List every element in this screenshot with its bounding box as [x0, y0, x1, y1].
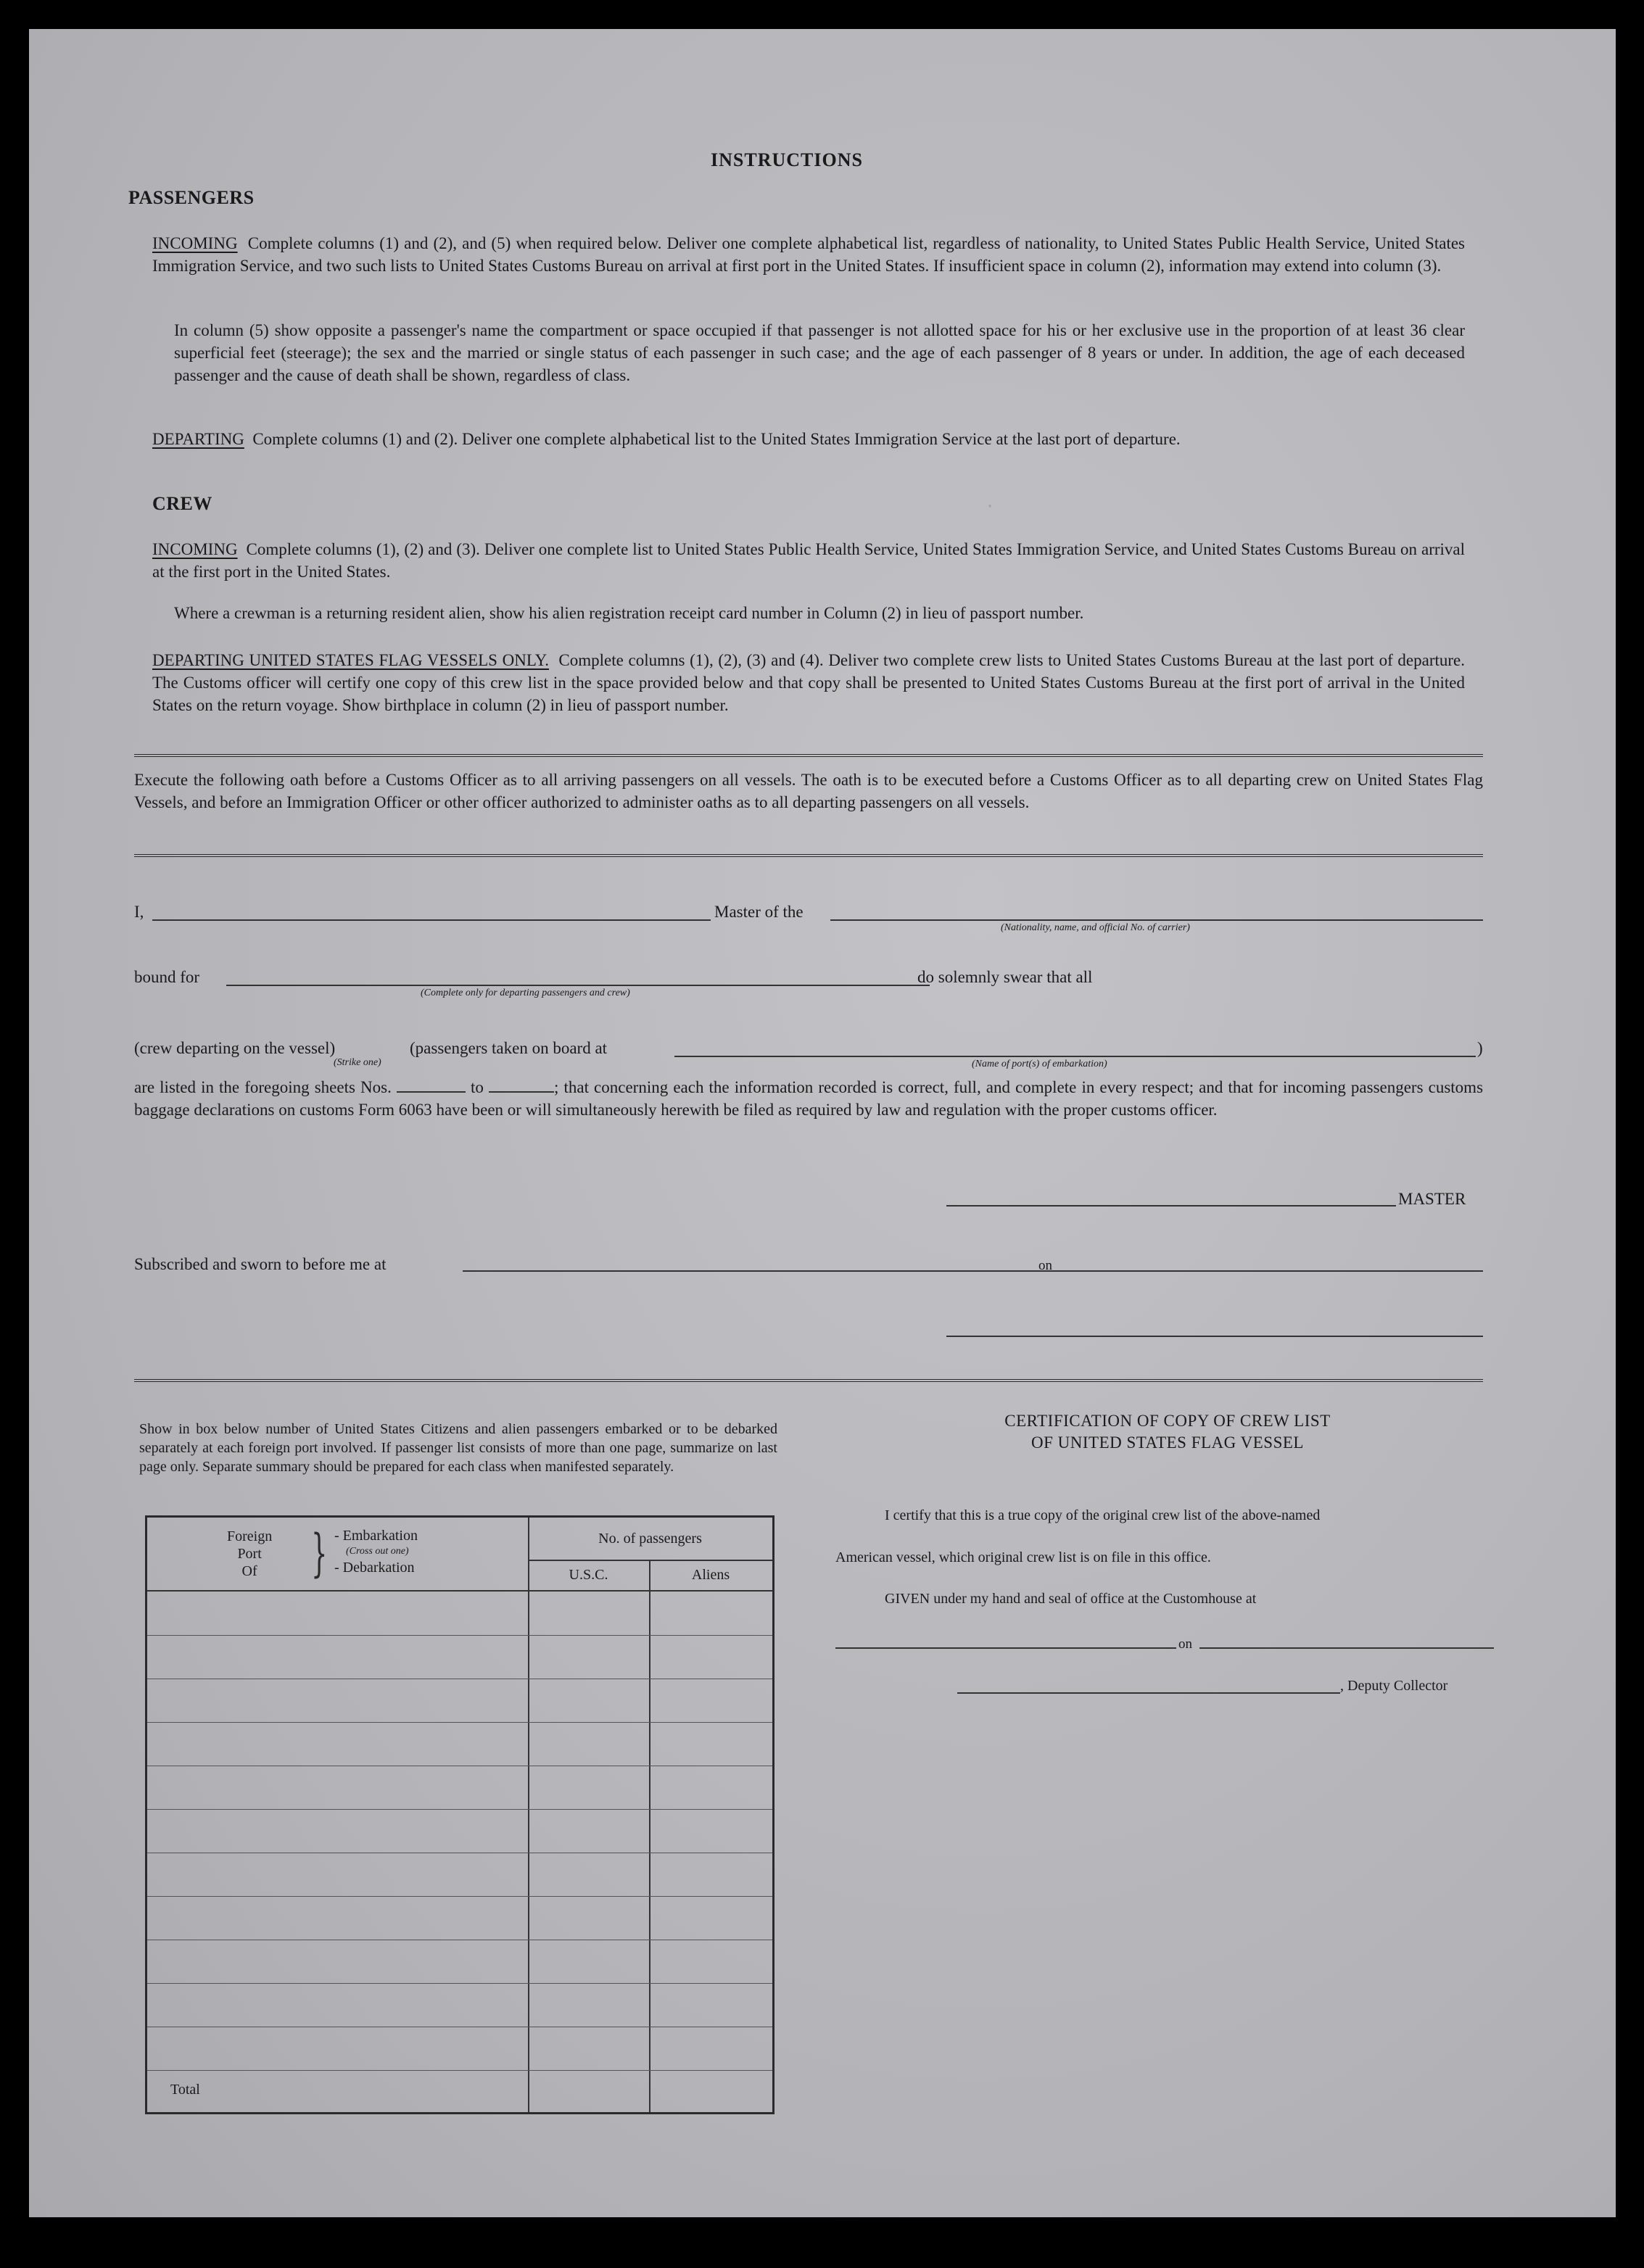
oath-swear-text: do solemnly swear that all: [917, 968, 1093, 986]
passengers-heading: PASSENGERS: [128, 187, 255, 208]
total-label: Total: [170, 2082, 200, 2098]
of-label: Of: [241, 1563, 257, 1579]
oath-listed-to: to: [471, 1078, 484, 1096]
sheet-from-field[interactable]: [397, 1091, 466, 1093]
divider-2: [134, 854, 1483, 859]
oath-bound-for-label: bound for: [134, 968, 200, 986]
oath-i-label: I,: [134, 903, 144, 921]
certification-line-2: American vessel, which original crew list is on file in this office.: [835, 1549, 1211, 1565]
certification-title-line-2: OF UNITED STATES FLAG VESSEL: [1031, 1433, 1304, 1452]
master-signature-field[interactable]: [946, 1205, 1396, 1207]
passengers-departing-text: Complete columns (1) and (2). Deliver one complete alphabetical list to the United States Immigration Service at the last port of departure.: [252, 430, 1181, 448]
table-row[interactable]: [147, 1679, 772, 1723]
passengers-column5-text: In column (5) show opposite a passenger's name the compartment or space occupied if that passenger is not allotted space for his or her exclusive use in the proportion of at least 36 clear superficial feet (steerage); the sex and the married or single status of each passenger in such case; and the age of each passenger of 8 years or under. In addition, the age of each deceased passenger and the cause of death shall be shown, regardless of class.: [174, 321, 1465, 384]
table-row[interactable]: [147, 1896, 772, 1940]
carrier-field[interactable]: [830, 919, 1483, 921]
certification-line-1: I certify that this is a true copy of the original crew list of the above-named: [885, 1507, 1321, 1523]
crew-incoming-text: Complete columns (1), (2) and (3). Deliver one complete list to United States Public Health Service, United States Immigration Service, and United States Customs Bureau on arrival at the first port in the United States.: [152, 540, 1466, 581]
bound-for-hint: (Complete only for departing passengers and crew): [421, 988, 630, 998]
usc-header: U.S.C.: [528, 1560, 650, 1592]
embarkation-port-hint: (Name of port(s) of embarkation): [972, 1059, 1107, 1069]
oath-close-paren: ): [1477, 1039, 1483, 1057]
officer-signature-field[interactable]: [946, 1336, 1483, 1337]
certification-title-line-1: CERTIFICATION OF COPY OF CREW LIST: [1004, 1412, 1331, 1430]
passengers-incoming-block: [152, 232, 1465, 277]
embarkation-port-field[interactable]: [674, 1056, 1476, 1057]
brace-icon: }: [311, 1523, 328, 1583]
document-page: [29, 29, 1616, 2217]
master-name-field[interactable]: [152, 919, 711, 921]
foreign-port-of-label: [227, 1528, 272, 1580]
table-row[interactable]: [147, 1809, 772, 1853]
page-title: INSTRUCTIONS: [711, 149, 863, 170]
sworn-place-field[interactable]: [463, 1270, 1065, 1272]
embark-debark-labels: [334, 1528, 418, 1576]
table-row[interactable]: [147, 2027, 772, 2071]
certification-on-label: on: [1178, 1636, 1192, 1652]
customhouse-field[interactable]: [835, 1647, 1176, 1649]
summary-instructions: Show in box below number of United States Citizens and alien passengers embarked or to be debarked separately at each foreign port involved. If passenger list consists of more than one page, summarize on last page only. Separate summary should be prepared for each class when manifested separately.: [139, 1421, 777, 1475]
table-row[interactable]: [147, 1635, 772, 1679]
oath-listed-block: [134, 1076, 1483, 1121]
total-row[interactable]: [147, 2070, 772, 2112]
crew-incoming-label: INCOMING: [152, 540, 238, 558]
certification-date-field[interactable]: [1199, 1647, 1494, 1649]
certification-title: [834, 1410, 1501, 1454]
table-row[interactable]: [147, 1766, 772, 1810]
passengers-departing-label: DEPARTING: [152, 430, 244, 448]
cross-out-hint: (Cross out one): [346, 1546, 409, 1557]
deputy-signature-field[interactable]: [957, 1692, 1340, 1694]
table-header-left: [147, 1518, 529, 1592]
table-row[interactable]: [147, 1983, 772, 2027]
table-row[interactable]: [147, 1940, 772, 1984]
passengers-incoming-label: INCOMING: [152, 234, 238, 252]
deputy-collector-label: , Deputy Collector: [1340, 1678, 1448, 1694]
crew-departing-label: DEPARTING UNITED STATES FLAG VESSELS ONLY.: [152, 651, 549, 669]
passengers-departing-block: [152, 428, 1465, 450]
oath-listed-start: are listed in the foregoing sheets Nos.: [134, 1078, 392, 1096]
crew-departing-block: [152, 649, 1465, 716]
crew-heading: CREW: [152, 493, 212, 514]
port-label: Port: [237, 1546, 262, 1562]
passengers-incoming-text: Complete columns (1) and (2), and (5) when required below. Deliver one complete alphabetical list, regardless of nationality, to United States Public Health Service, United States Immigration Service, and two such lists to United States Customs Bureau on arrival at first port in the United States. If insufficient space in column (2), information may extend into column (3).: [152, 234, 1465, 275]
oath-passengers-taken: (passengers taken on board at: [410, 1039, 608, 1057]
no-passengers-header: No. of passengers: [528, 1518, 772, 1561]
crew-departing-text: Complete columns (1), (2), (3) and (4). Deliver two complete crew lists to United States Customs Bureau at the last port of departure. The Customs officer will certify one copy of this crew list in the space provided below and that copy shall be presented to United States Customs Bureau at the first port of arrival in the United States on the return voyage. Show birthplace in column (2) in lieu of passport number.: [152, 651, 1466, 714]
strike-one-hint: (Strike one): [334, 1057, 381, 1068]
crew-resident-block: [174, 602, 1465, 624]
table-body: [147, 1592, 772, 2112]
subscribed-label: Subscribed and sworn to before me at: [134, 1255, 387, 1273]
embarkation-label: - Embarkation: [334, 1528, 418, 1544]
oath-listed-rest: ; that concerning each the information recorded is correct, full, and complete in every respect; and that for incoming passengers customs baggage declarations on customs Form 6063 have been or will simultaneously herewith be filed as required by law and regulation with the proper customs officer.: [134, 1078, 1484, 1119]
table-row[interactable]: [147, 1592, 772, 1636]
divider-3: [134, 1379, 1483, 1384]
aliens-header: Aliens: [649, 1560, 772, 1592]
table-row[interactable]: [147, 1722, 772, 1766]
passengers-column5-block: [174, 319, 1465, 386]
table-row[interactable]: [147, 1853, 772, 1897]
certification-line-3: GIVEN under my hand and seal of office at the Customhouse at: [885, 1591, 1257, 1607]
passenger-summary-table: [145, 1515, 775, 2114]
bleed-through-text: ·: [986, 492, 994, 518]
crew-incoming-block: [152, 538, 1465, 583]
master-label: MASTER: [1398, 1190, 1466, 1208]
debarkation-label: - Debarkation: [334, 1560, 415, 1576]
bound-for-field[interactable]: [226, 985, 930, 986]
oath-crew-departing: (crew departing on the vessel): [134, 1039, 336, 1057]
foreign-label: Foreign: [227, 1528, 273, 1544]
oath-master-of-label: Master of the: [714, 903, 804, 921]
sworn-on-label: on: [1038, 1258, 1052, 1273]
divider-1: [134, 754, 1483, 759]
sworn-date-field[interactable]: [1062, 1270, 1483, 1272]
oath-intro: Execute the following oath before a Customs Officer as to all arriving passengers on all vessels. The oath is to be executed before a Customs Officer as to all departing crew on United States Flag Vessels, and before an Immigration Officer or other officer authorized to administer oaths as to all departing passengers on all vessels.: [134, 771, 1483, 811]
crew-resident-text: Where a crewman is a returning resident alien, show his alien registration receipt card number in Column (2) in lieu of passport number.: [174, 604, 1084, 622]
carrier-hint: (Nationality, name, and official No. of carrier): [1001, 922, 1190, 933]
sheet-to-field[interactable]: [489, 1091, 554, 1093]
